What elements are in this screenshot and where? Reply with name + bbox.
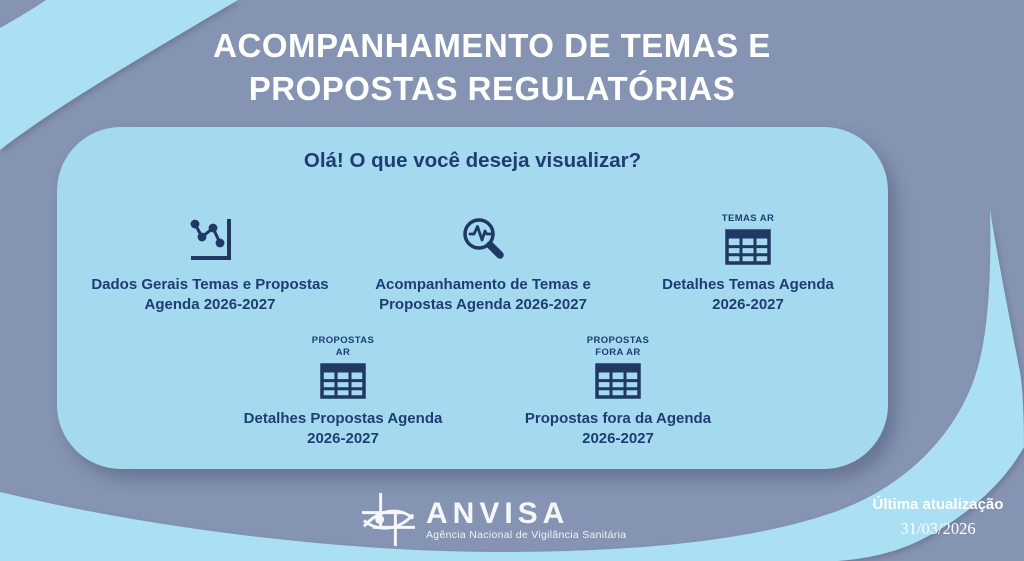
page-title-line1: ACOMPANHAMENTO DE TEMAS E: [213, 27, 771, 64]
nav-caption: PROPOSTAS: [311, 335, 375, 346]
anvisa-logo-subtitle: Agência Nacional de Vigilância Sanitária: [426, 529, 627, 541]
nav-label: Acompanhamento de Temas e Propostas Agenda 2026-2027: [375, 276, 591, 313]
navigation-card: [57, 127, 888, 469]
last-update: [858, 496, 1018, 539]
table-grid-icon: [595, 363, 641, 399]
search-pulse-icon: [457, 213, 509, 265]
last-update-label: Última atualização: [872, 496, 1004, 513]
nav-caption: AR: [335, 347, 351, 358]
nav-label: Detalhes Propostas Agenda 2026-2027: [243, 410, 443, 447]
nav-caption: FORA AR: [595, 347, 641, 358]
card-heading: Olá! O que você deseja visualizar?: [303, 149, 642, 172]
nav-detalhes-temas-button[interactable]: [608, 199, 888, 315]
page-title-line2: PROPOSTAS REGULATÓRIAS: [248, 70, 736, 107]
anvisa-logo: [360, 491, 626, 548]
nav-label: Dados Gerais Temas e Propostas Agenda 2026-2027: [91, 276, 329, 313]
nav-label: Detalhes Temas Agenda 2026-2027: [662, 276, 834, 313]
page-title: [62, 24, 922, 110]
nav-propostas-fora-button[interactable]: [478, 333, 758, 449]
nav-caption: PROPOSTAS: [586, 335, 650, 346]
nav-acompanhamento-button[interactable]: [343, 199, 623, 315]
anvisa-symbol-icon: [360, 491, 417, 548]
nav-detalhes-propostas-button[interactable]: [203, 333, 483, 449]
nav-dados-gerais-button[interactable]: [70, 199, 350, 315]
nav-caption: TEMAS AR: [721, 213, 775, 224]
anvisa-logo-name: ANVISA: [426, 497, 570, 530]
nav-label: Propostas fora da Agenda 2026-2027: [524, 410, 712, 447]
table-grid-icon: [320, 363, 366, 399]
last-update-date: 31/03/2026: [900, 519, 976, 538]
table-grid-icon: [725, 229, 771, 265]
line-chart-icon: [184, 213, 236, 265]
